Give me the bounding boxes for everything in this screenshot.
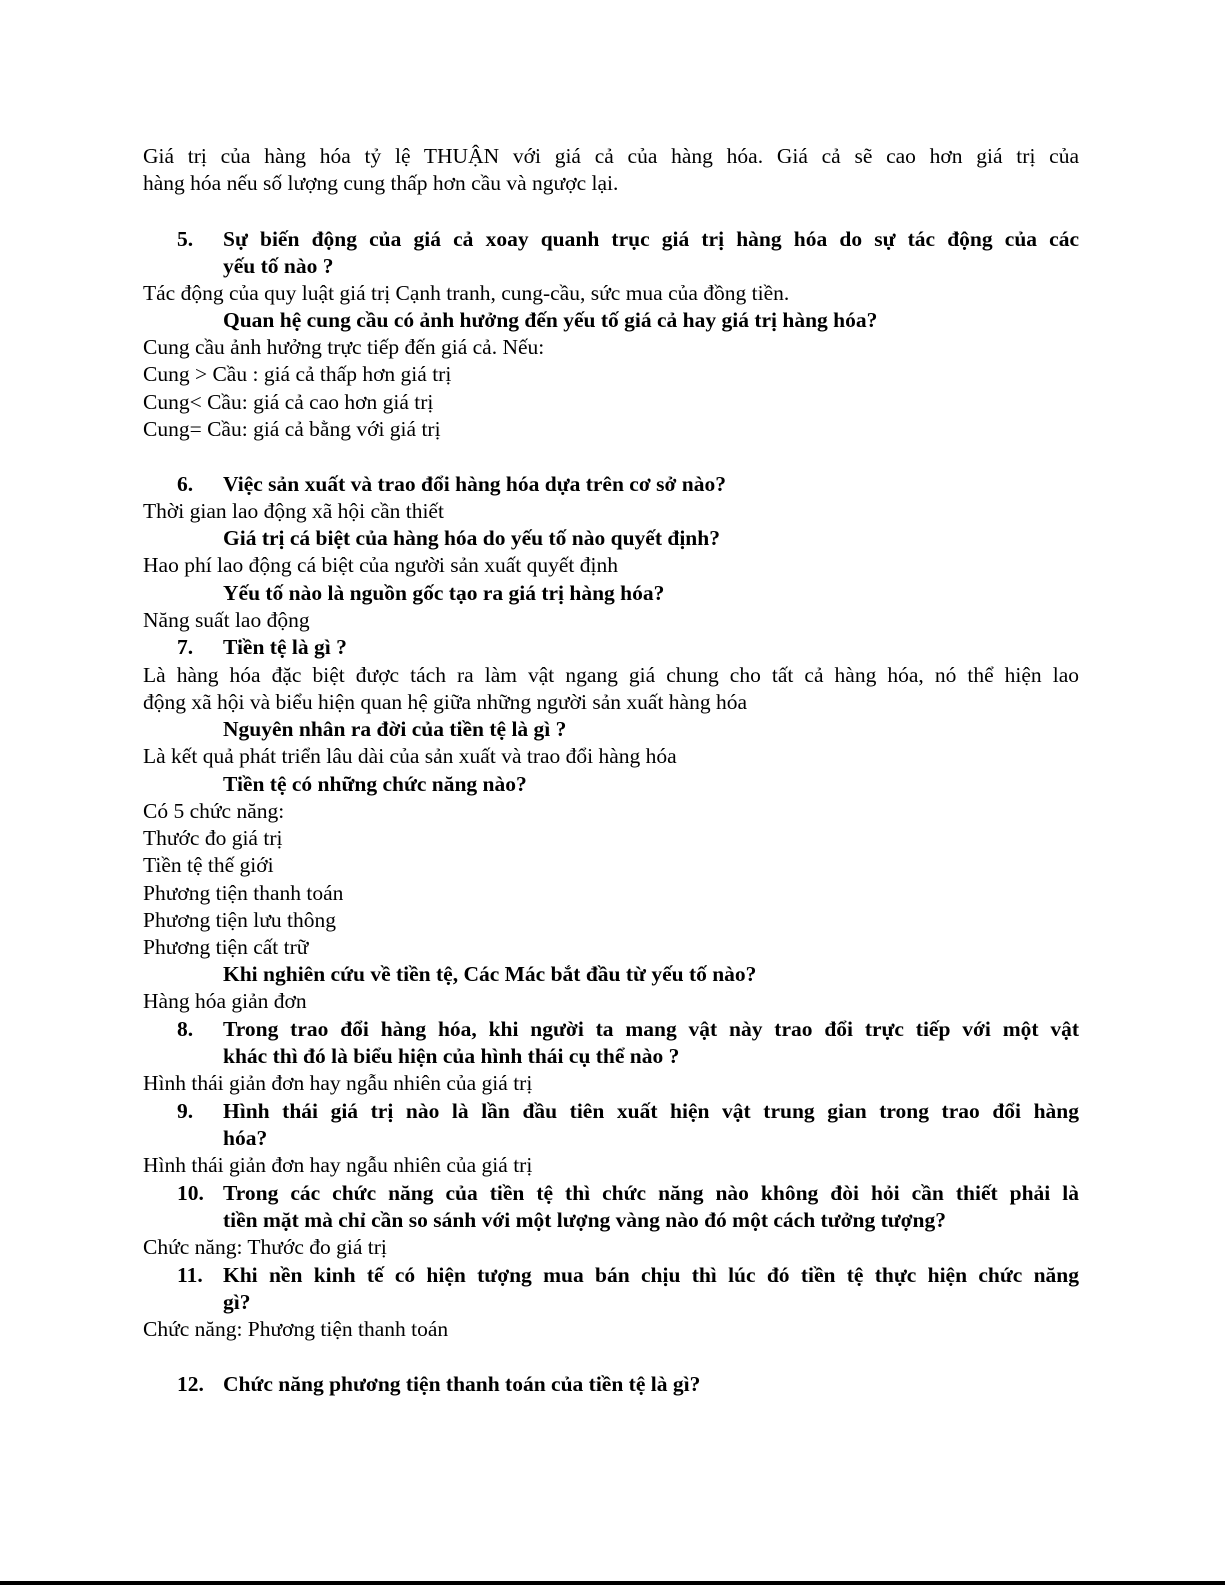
question-5-line-2: yếu tố nào ? <box>223 254 334 278</box>
question-6-sub-answer-1: Hao phí lao động cá biệt của người sản xuất quyết định <box>143 553 619 577</box>
question-6-subquestion-1: Giá trị cá biệt của hàng hóa do yếu tố nào quyết định? <box>223 526 720 550</box>
question-5-number: 5. <box>177 227 194 251</box>
question-8-number: 8. <box>177 1017 194 1041</box>
intro-line-2: hàng hóa nếu số lượng cung thấp hơn cầu và ngược lại. <box>143 171 619 195</box>
question-7-function-4: Phương tiện thanh toán <box>143 881 344 905</box>
page-bottom-border <box>0 1581 1225 1585</box>
question-7-function-1: Có 5 chức năng: <box>143 799 285 823</box>
question-10-number: 10. <box>177 1181 204 1205</box>
question-7-subquestion-1: Nguyên nhân ra đời của tiền tệ là gì ? <box>223 717 567 741</box>
question-5-subquestion: Quan hệ cung cầu có ảnh hưởng đến yếu tố giá cả hay giá trị hàng hóa? <box>223 308 878 332</box>
question-8-line-2: khác thì đó là biểu hiện của hình thái cụ thể nào ? <box>223 1044 680 1068</box>
question-7-line: Tiền tệ là gì ? <box>223 635 347 659</box>
question-7-sub-answer-3: Hàng hóa giản đơn <box>143 989 307 1013</box>
question-7-subquestion-3: Khi nghiên cứu về tiền tệ, Các Mác bắt đầu từ yếu tố nào? <box>223 962 757 986</box>
question-7-answer-line-1: Là hàng hóa đặc biệt được tách ra làm vật ngang giá chung cho tất cả hàng hóa, nó thể hiện lao <box>143 663 1079 687</box>
question-5-sub-answer-3: Cung< Cầu: giá cả cao hơn giá trị <box>143 390 434 414</box>
question-7-number: 7. <box>177 635 194 659</box>
question-12-number: 12. <box>177 1372 204 1396</box>
question-5-answer: Tác động của quy luật giá trị Cạnh tranh, cung-cầu, sức mua của đồng tiền. <box>143 281 790 305</box>
question-7-function-6: Phương tiện cất trữ <box>143 935 309 959</box>
question-6-subquestion-2: Yếu tố nào là nguồn gốc tạo ra giá trị hàng hóa? <box>223 581 665 605</box>
question-11-line-1: Khi nền kinh tế có hiện tượng mua bán chịu thì lúc đó tiền tệ thực hiện chức năng <box>223 1263 1079 1287</box>
intro-line-1: Giá trị của hàng hóa tỷ lệ THUẬN với giá cả của hàng hóa. Giá cả sẽ cao hơn giá trị của <box>143 144 1079 168</box>
question-7-answer-line-2: động xã hội và biểu hiện quan hệ giữa những người sản xuất hàng hóa <box>143 690 748 714</box>
question-7-function-5: Phương tiện lưu thông <box>143 908 336 932</box>
question-7-function-2: Thước đo giá trị <box>143 826 283 850</box>
question-9-answer: Hình thái giản đơn hay ngẫu nhiên của giá trị <box>143 1153 533 1177</box>
question-12-line: Chức năng phương tiện thanh toán của tiền tệ là gì? <box>223 1372 701 1396</box>
question-8-line-1: Trong trao đổi hàng hóa, khi người ta mang vật này trao đổi trực tiếp với một vật <box>223 1017 1079 1041</box>
question-7-subquestion-2: Tiền tệ có những chức năng nào? <box>223 772 527 796</box>
question-11-number: 11. <box>177 1263 203 1287</box>
question-7-sub-answer-1: Là kết quả phát triển lâu dài của sản xuất và trao đổi hàng hóa <box>143 744 677 768</box>
question-5-sub-answer-4: Cung= Cầu: giá cả bằng với giá trị <box>143 417 441 441</box>
question-11-answer: Chức năng: Phương tiện thanh toán <box>143 1317 449 1341</box>
question-8-answer: Hình thái giản đơn hay ngẫu nhiên của giá trị <box>143 1071 533 1095</box>
question-9-line-1: Hình thái giá trị nào là lần đầu tiên xuất hiện vật trung gian trong trao đổi hàng <box>223 1099 1079 1123</box>
question-11-line-2: gì? <box>223 1290 251 1314</box>
question-6-number: 6. <box>177 472 194 496</box>
question-5-line-1: Sự biến động của giá cả xoay quanh trục giá trị hàng hóa do sự tác động của các <box>223 227 1079 251</box>
question-6-line: Việc sản xuất và trao đổi hàng hóa dựa trên cơ sở nào? <box>223 472 726 496</box>
question-10-line-2: tiền mặt mà chỉ cần so sánh với một lượng vàng nào đó một cách tưởng tượng? <box>223 1208 947 1232</box>
question-10-line-1: Trong các chức năng của tiền tệ thì chức năng nào không đòi hỏi cần thiết phải là <box>223 1181 1079 1205</box>
question-6-answer: Thời gian lao động xã hội cần thiết <box>143 499 444 523</box>
question-6-sub-answer-2: Năng suất lao động <box>143 608 310 632</box>
question-7-function-3: Tiền tệ thế giới <box>143 853 274 877</box>
question-5-sub-answer-1: Cung cầu ảnh hưởng trực tiếp đến giá cả. Nếu: <box>143 335 545 359</box>
question-5-sub-answer-2: Cung > Cầu : giá cả thấp hơn giá trị <box>143 362 452 386</box>
question-9-line-2: hóa? <box>223 1126 268 1150</box>
question-10-answer: Chức năng: Thước đo giá trị <box>143 1235 387 1259</box>
question-9-number: 9. <box>177 1099 194 1123</box>
